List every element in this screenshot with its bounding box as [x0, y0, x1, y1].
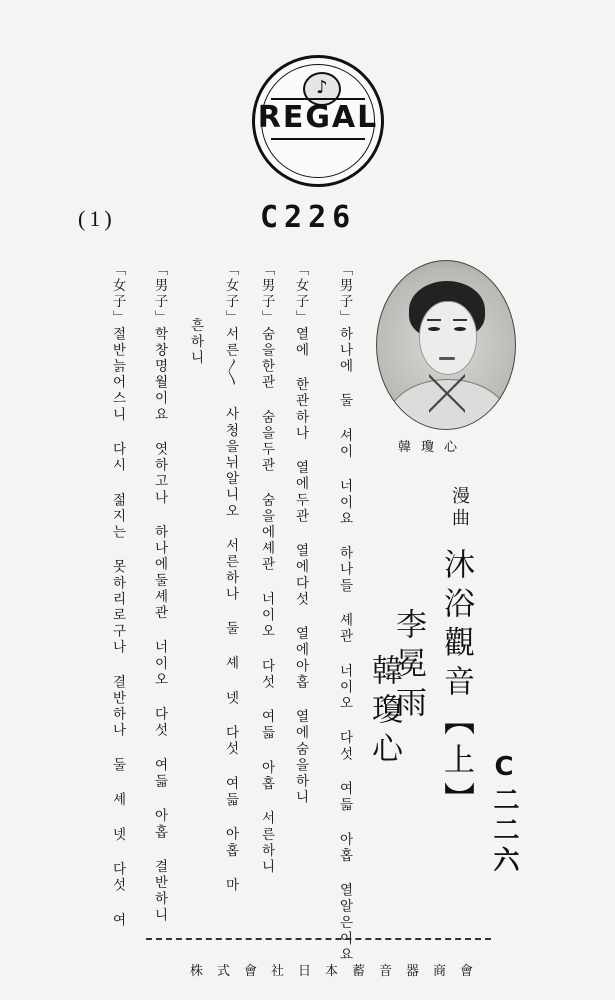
side-marker: (1) [78, 206, 116, 231]
portrait-eye [454, 327, 466, 331]
lyric-line: 「女子」서른〳〵 사청을뉘알니오 서른하나 둘 셰 넷 다섯 여듧 아홉 마 [222, 262, 239, 894]
lyric-line: 흔하니 [187, 318, 204, 367]
portrait-collar [429, 373, 465, 413]
portrait-eye [428, 327, 440, 331]
logo-wordmark: REGAL [257, 100, 379, 135]
song-title: 沐浴觀音【上】 [438, 548, 474, 821]
footer-divider [146, 938, 491, 940]
portrait-face [419, 301, 477, 375]
portrait-mouth [439, 357, 455, 360]
portrait-brow [453, 319, 467, 321]
catalog-vertical: C二二六 [489, 752, 519, 876]
portrait-photo [376, 260, 516, 430]
lyric-line: 「女子」열에 한관하나 열에두관 열에다섯 열에아홉 열에숨을하니 [292, 262, 309, 806]
author-2: 韓瓊心 [366, 654, 402, 771]
lyric-line: 「男子」하나에 둘 셔이 너이요 하나들 셰관 너이오 다섯 여듧 아홉 열알은이요 [336, 262, 353, 964]
author-1: 李冕雨 [390, 608, 426, 725]
lyric-line: 「女子」절반늙어스니 다시 젊지는 못하리로구나 결반하나 둘 셰 넷 다섯 여 [109, 262, 126, 929]
portrait-caption: 韓瓊心 [398, 440, 468, 455]
regal-logo [252, 55, 384, 187]
lyric-line: 「男子」숨을한관 숨을두관 숨을에셰관 너이오 다섯 여듧 아홉 서른하니 [258, 262, 275, 876]
portrait-brow [427, 319, 441, 321]
publisher-footer: 株式會社日本蓄音器商會 [190, 964, 488, 979]
genre-label: 漫曲 [449, 486, 470, 530]
catalog-number: C226 [260, 200, 357, 235]
logo-divider-bottom [271, 138, 365, 140]
lyric-line: 「男子」학창명월이요 엿하고나 하나에둘셰관 너이오 다섯 여듧 아홉 결반하니 [151, 262, 168, 924]
music-note-icon: ♪ [303, 72, 341, 106]
